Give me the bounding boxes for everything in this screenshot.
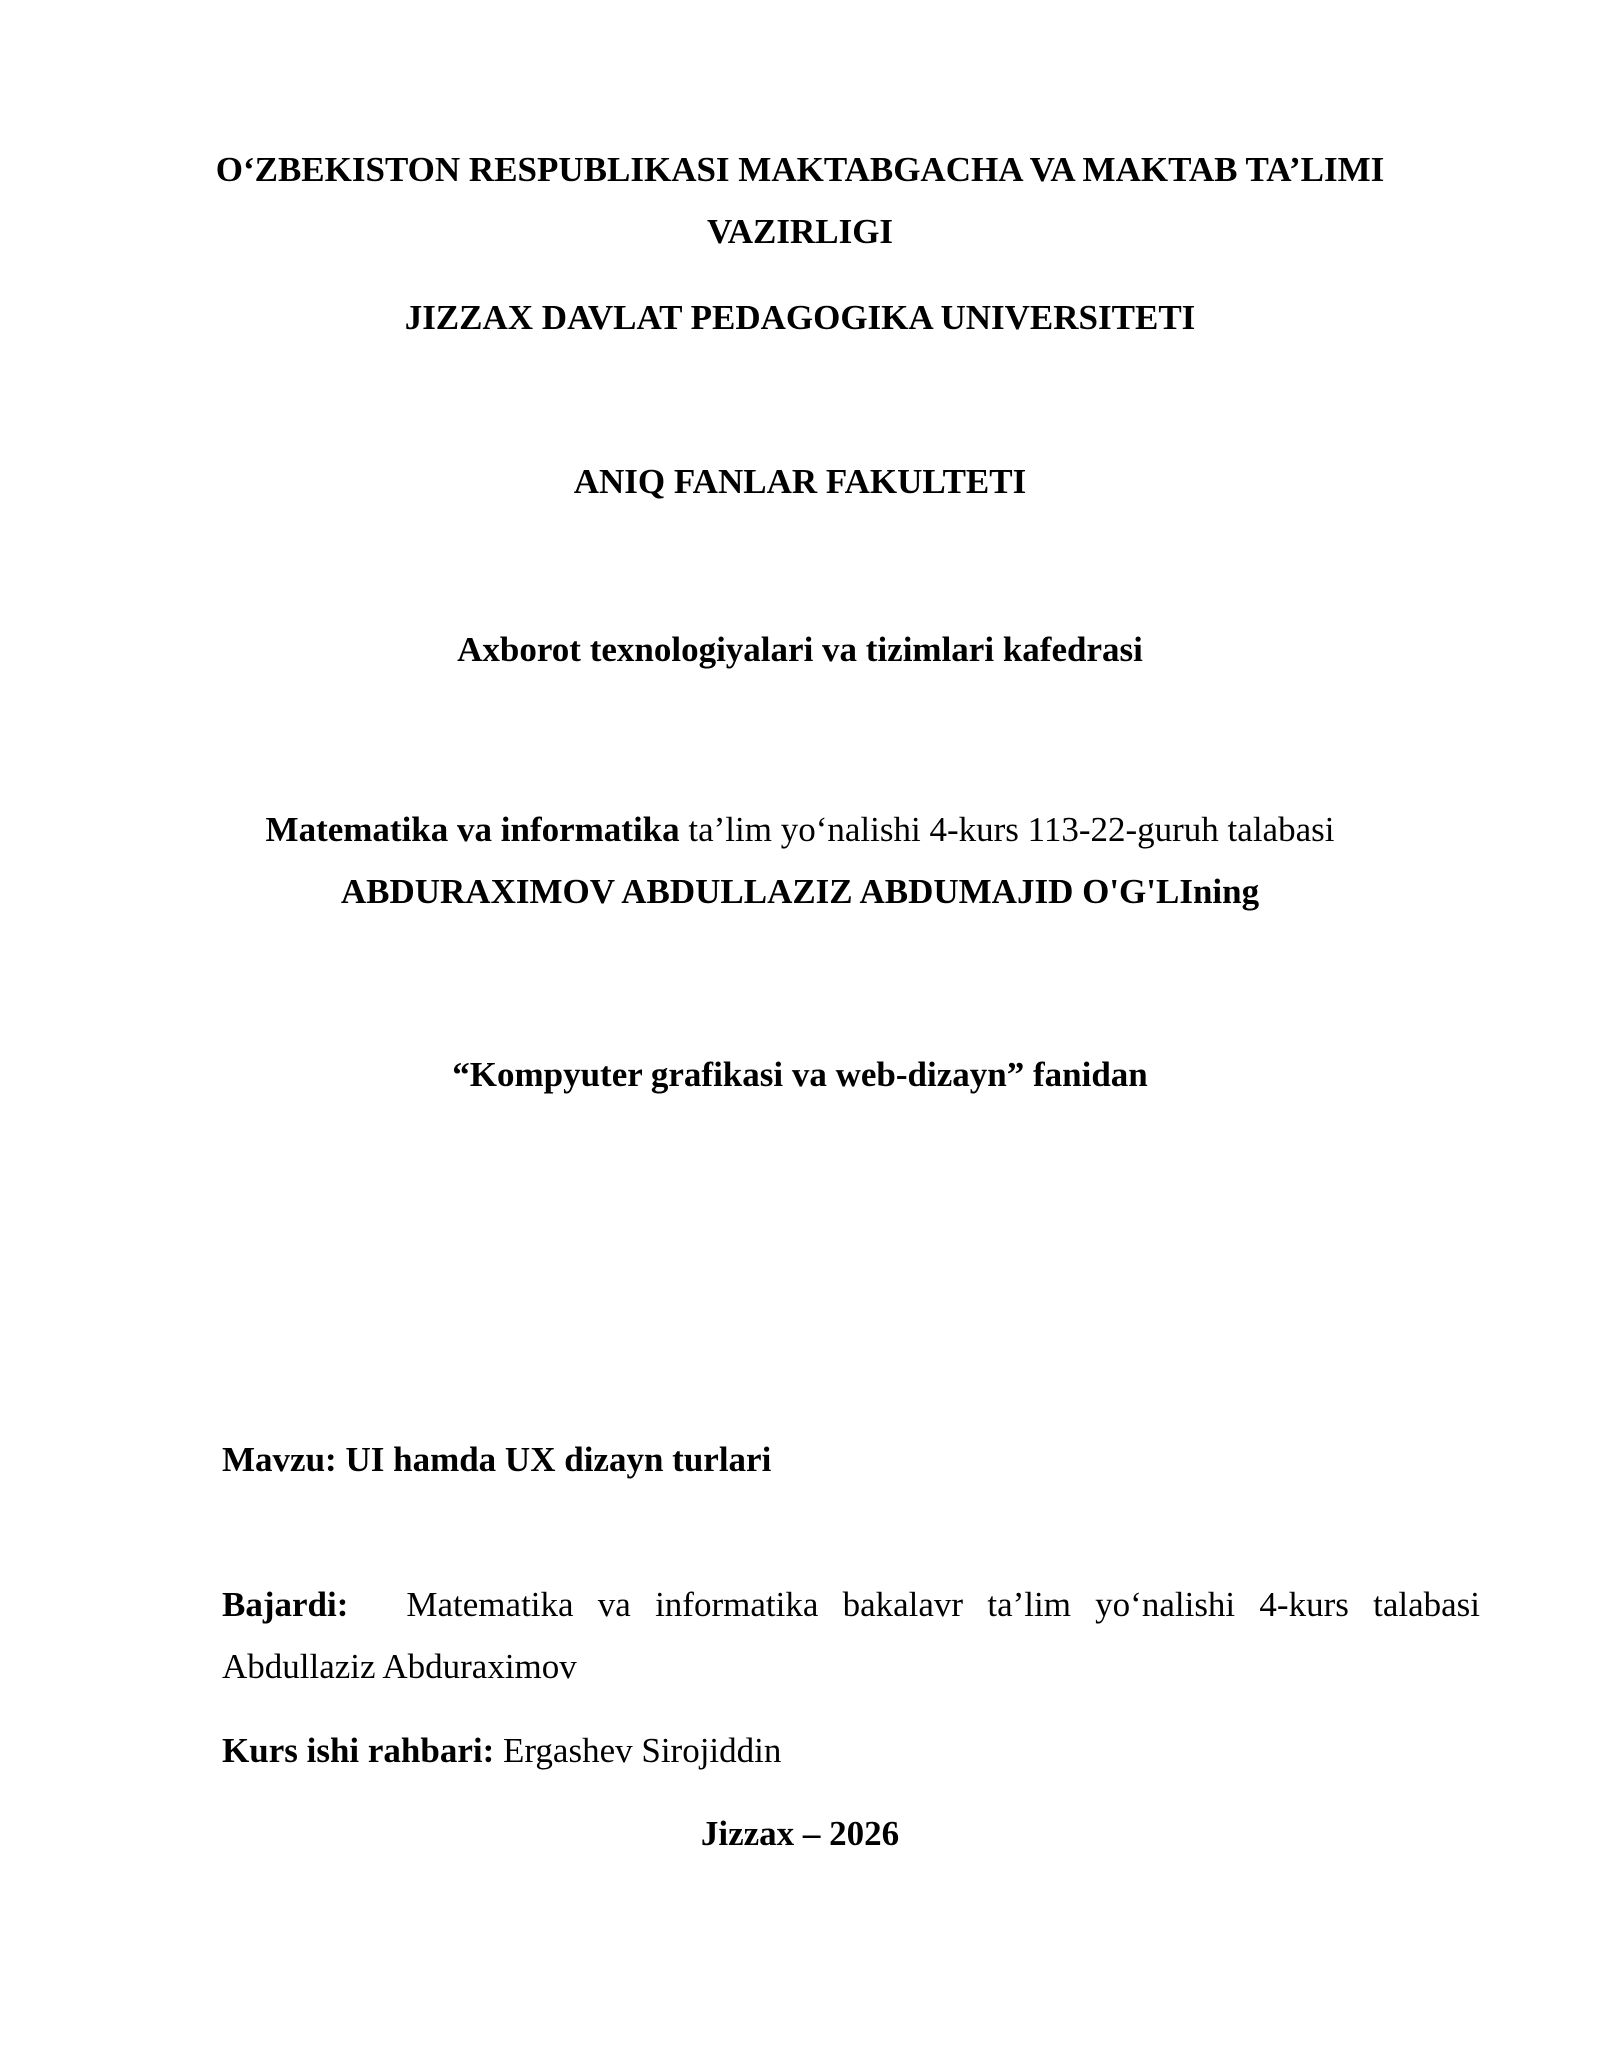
program-name: Matematika va informatika [265,810,680,849]
performed-by-name: Abdullaziz Abduraximov [222,1647,577,1686]
ministry-line-2: VAZIRLIGI [706,212,894,251]
performed-by-label: Bajardi: [222,1585,349,1624]
topic-value: UI hamda UX dizayn turlari [345,1440,772,1479]
program-details: ta’lim yo‘nalishi 4-kurs 113-22-guruh talabasi [679,810,1335,849]
topic-line [222,1438,1480,1482]
supervisor-name: Ergashev Sirojiddin [503,1731,782,1770]
faculty-name: ANIQ FANLAR FAKULTETI [573,462,1027,501]
supervisor-label: Kurs ishi rahbari: [222,1731,495,1770]
student-name: ABDURAXIMOV ABDULLAZIZ ABDUMAJID O'G'LIning [340,872,1260,911]
performed-by-line-1 [222,1583,1480,1627]
university-name: JIZZAX DAVLAT PEDAGOGIKA UNIVERSITETI [404,298,1196,337]
performed-by-details: Matematika va informatika bakalavr ta’lim yo‘nalishi 4-kurs talabasi [406,1585,1480,1624]
performed-by-line-2 [222,1645,1480,1689]
supervisor-line [222,1729,1480,1773]
subject-title: “Kompyuter grafikasi va web-dizayn” fanidan [452,1055,1148,1094]
topic-label: Mavzu: [222,1440,337,1479]
department-name: Axborot texnologiyalari va tizimlari kafedrasi [457,630,1143,669]
student-program-line [0,808,1600,852]
place-year: Jizzax – 2026 [700,1814,900,1853]
ministry-line-1: O‘ZBEKISTON RESPUBLIKASI MAKTABGACHA VA MAKTAB TA’LIMI [215,150,1385,189]
